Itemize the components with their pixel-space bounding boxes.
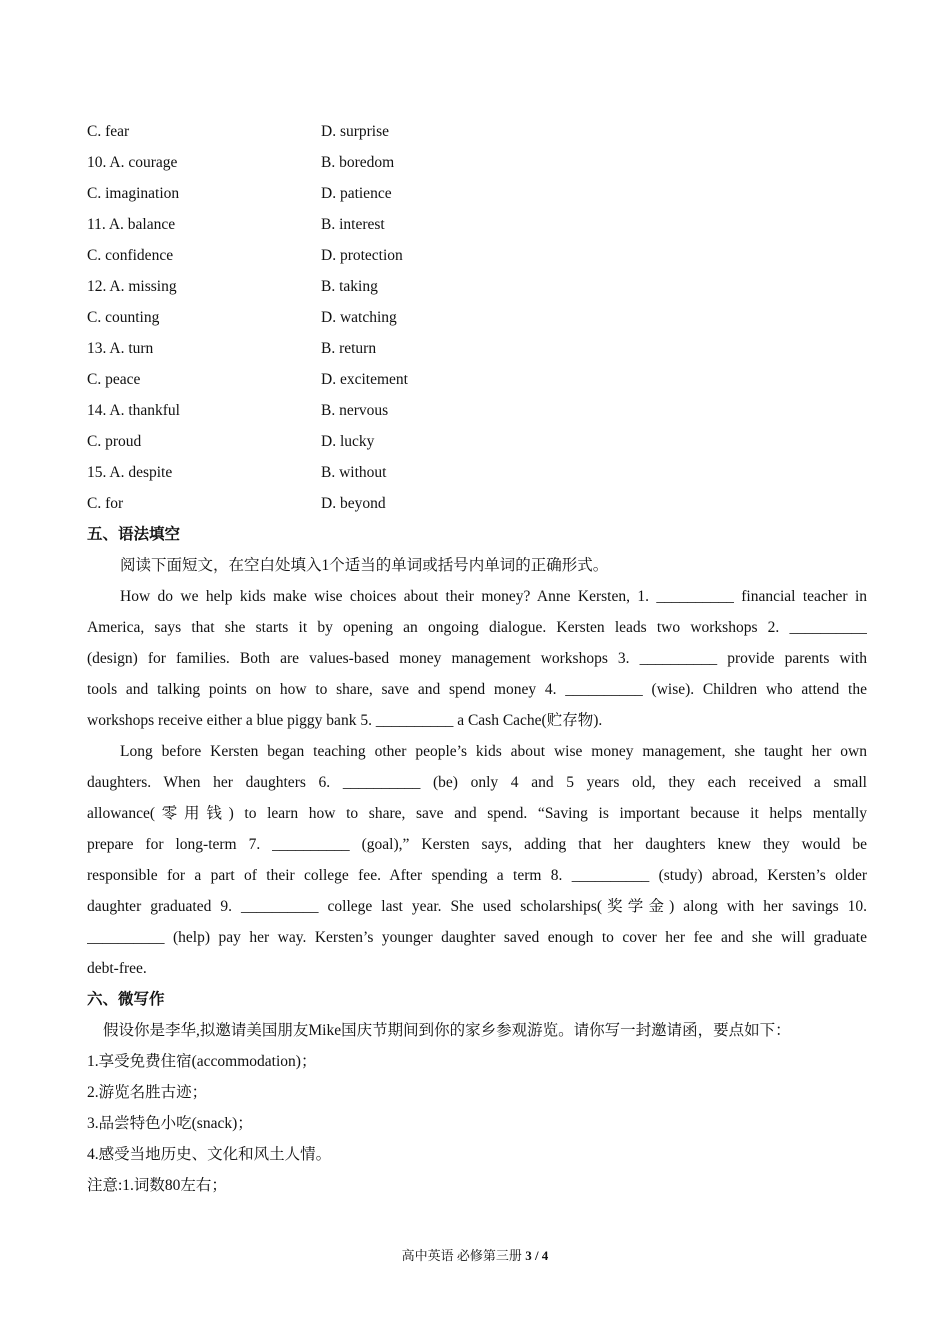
option-right: D. lucky — [321, 433, 375, 450]
option-row — [87, 271, 867, 302]
option-right: B. taking — [321, 278, 378, 295]
option-left: C. counting — [87, 309, 160, 326]
section-instruction: 阅读下面短文，在空白处填入1个适当的单词或括号内单词的正确形式。 — [120, 557, 609, 574]
option-left: 12. A. missing — [87, 278, 177, 295]
option-left: 15. A. despite — [87, 464, 173, 481]
option-row — [87, 333, 867, 364]
option-row — [87, 178, 867, 209]
option-row — [87, 488, 867, 519]
option-right: B. interest — [321, 216, 385, 233]
writing-point: 3.品尝特色小吃(snack)； — [87, 1115, 253, 1132]
option-row — [87, 147, 867, 178]
option-left: C. peace — [87, 371, 141, 388]
page-number: 3 / 4 — [525, 1248, 549, 1263]
option-right: B. without — [321, 464, 387, 481]
page-footer — [0, 1247, 950, 1265]
writing-prompt: 假设你是李华,拟邀请美国朋友Mike国庆节期间到你的家乡参观游览。请你写一封邀请函，要点如下： — [103, 1022, 791, 1039]
option-right: D. watching — [321, 309, 397, 326]
section-title-grammar: 五、语法填空 — [87, 525, 181, 543]
passage-line: daughters. When her daughters 6. __________ (be) only 4 and 5 years old, they each received a small — [87, 774, 867, 791]
passage-line: prepare for long-term 7. __________ (goal),” Kersten says, adding that her daughters knew they would be — [87, 836, 867, 853]
passage-line: responsible for a part of their college fee. After spending a term 8. __________ (study) abroad, Kersten’s older — [87, 867, 867, 884]
passage-line: __________ (help) pay her way. Kersten’s younger daughter saved enough to cover her fee and she will graduate — [87, 929, 867, 946]
option-row — [87, 209, 867, 240]
option-left: C. confidence — [87, 247, 174, 264]
option-row — [87, 395, 867, 426]
option-right: D. patience — [321, 185, 392, 202]
passage-line: How do we help kids make wise choices about their money? Anne Kersten, 1. __________ financial teacher in — [120, 588, 867, 605]
option-row — [87, 302, 867, 333]
passage-line: allowance(零用钱) to learn how to share, save and spend. “Saving is important because it helps mentally — [87, 805, 867, 822]
option-right: B. return — [321, 340, 377, 357]
passage-line: America, says that she starts it by opening an ongoing dialogue. Kersten leads two workshops 2. __________ — [87, 619, 867, 636]
option-right: B. nervous — [321, 402, 389, 419]
options-list — [87, 116, 867, 519]
section-title-writing: 六、微写作 — [87, 990, 165, 1008]
option-right: D. beyond — [321, 495, 386, 512]
option-left: 14. A. thankful — [87, 402, 180, 419]
option-row — [87, 426, 867, 457]
writing-note: 注意:1.词数80左右； — [87, 1177, 227, 1194]
option-left: C. fear — [87, 123, 130, 140]
option-right: D. surprise — [321, 123, 390, 140]
option-left: 10. A. courage — [87, 154, 178, 171]
passage-line: debt-free. — [87, 960, 147, 977]
option-left: C. for — [87, 495, 124, 512]
page-content — [87, 116, 867, 1201]
option-row — [87, 116, 867, 147]
option-row — [87, 364, 867, 395]
writing-point: 1.享受免费住宿(accommodation)； — [87, 1053, 317, 1070]
option-right: B. boredom — [321, 154, 395, 171]
passage — [87, 581, 867, 984]
option-left: C. imagination — [87, 185, 180, 202]
footer-title: 高中英语 必修第三册 — [401, 1248, 522, 1263]
passage-line: daughter graduated 9. __________ college last year. She used scholarships(奖学金) along with her savings 10. — [87, 898, 867, 915]
option-left: 13. A. turn — [87, 340, 154, 357]
option-left: C. proud — [87, 433, 142, 450]
option-right: D. excitement — [321, 371, 408, 388]
passage-line: tools and talking points on how to share, save and spend money 4. __________ (wise). Children who attend the — [87, 681, 867, 698]
writing-point: 4.感受当地历史、文化和风土人情。 — [87, 1146, 332, 1163]
passage-line: (design) for families. Both are values-based money management workshops 3. __________ provide parents with — [87, 650, 867, 667]
option-right: D. protection — [321, 247, 403, 264]
writing-point: 2.游览名胜古迹； — [87, 1084, 208, 1101]
passage-line: Long before Kersten began teaching other people’s kids about wise money management, she taught her own — [120, 743, 867, 760]
passage-line: workshops receive either a blue piggy bank 5. __________ a Cash Cache(贮存物). — [87, 712, 603, 729]
option-left: 11. A. balance — [87, 216, 176, 233]
option-row — [87, 457, 867, 488]
option-row — [87, 240, 867, 271]
